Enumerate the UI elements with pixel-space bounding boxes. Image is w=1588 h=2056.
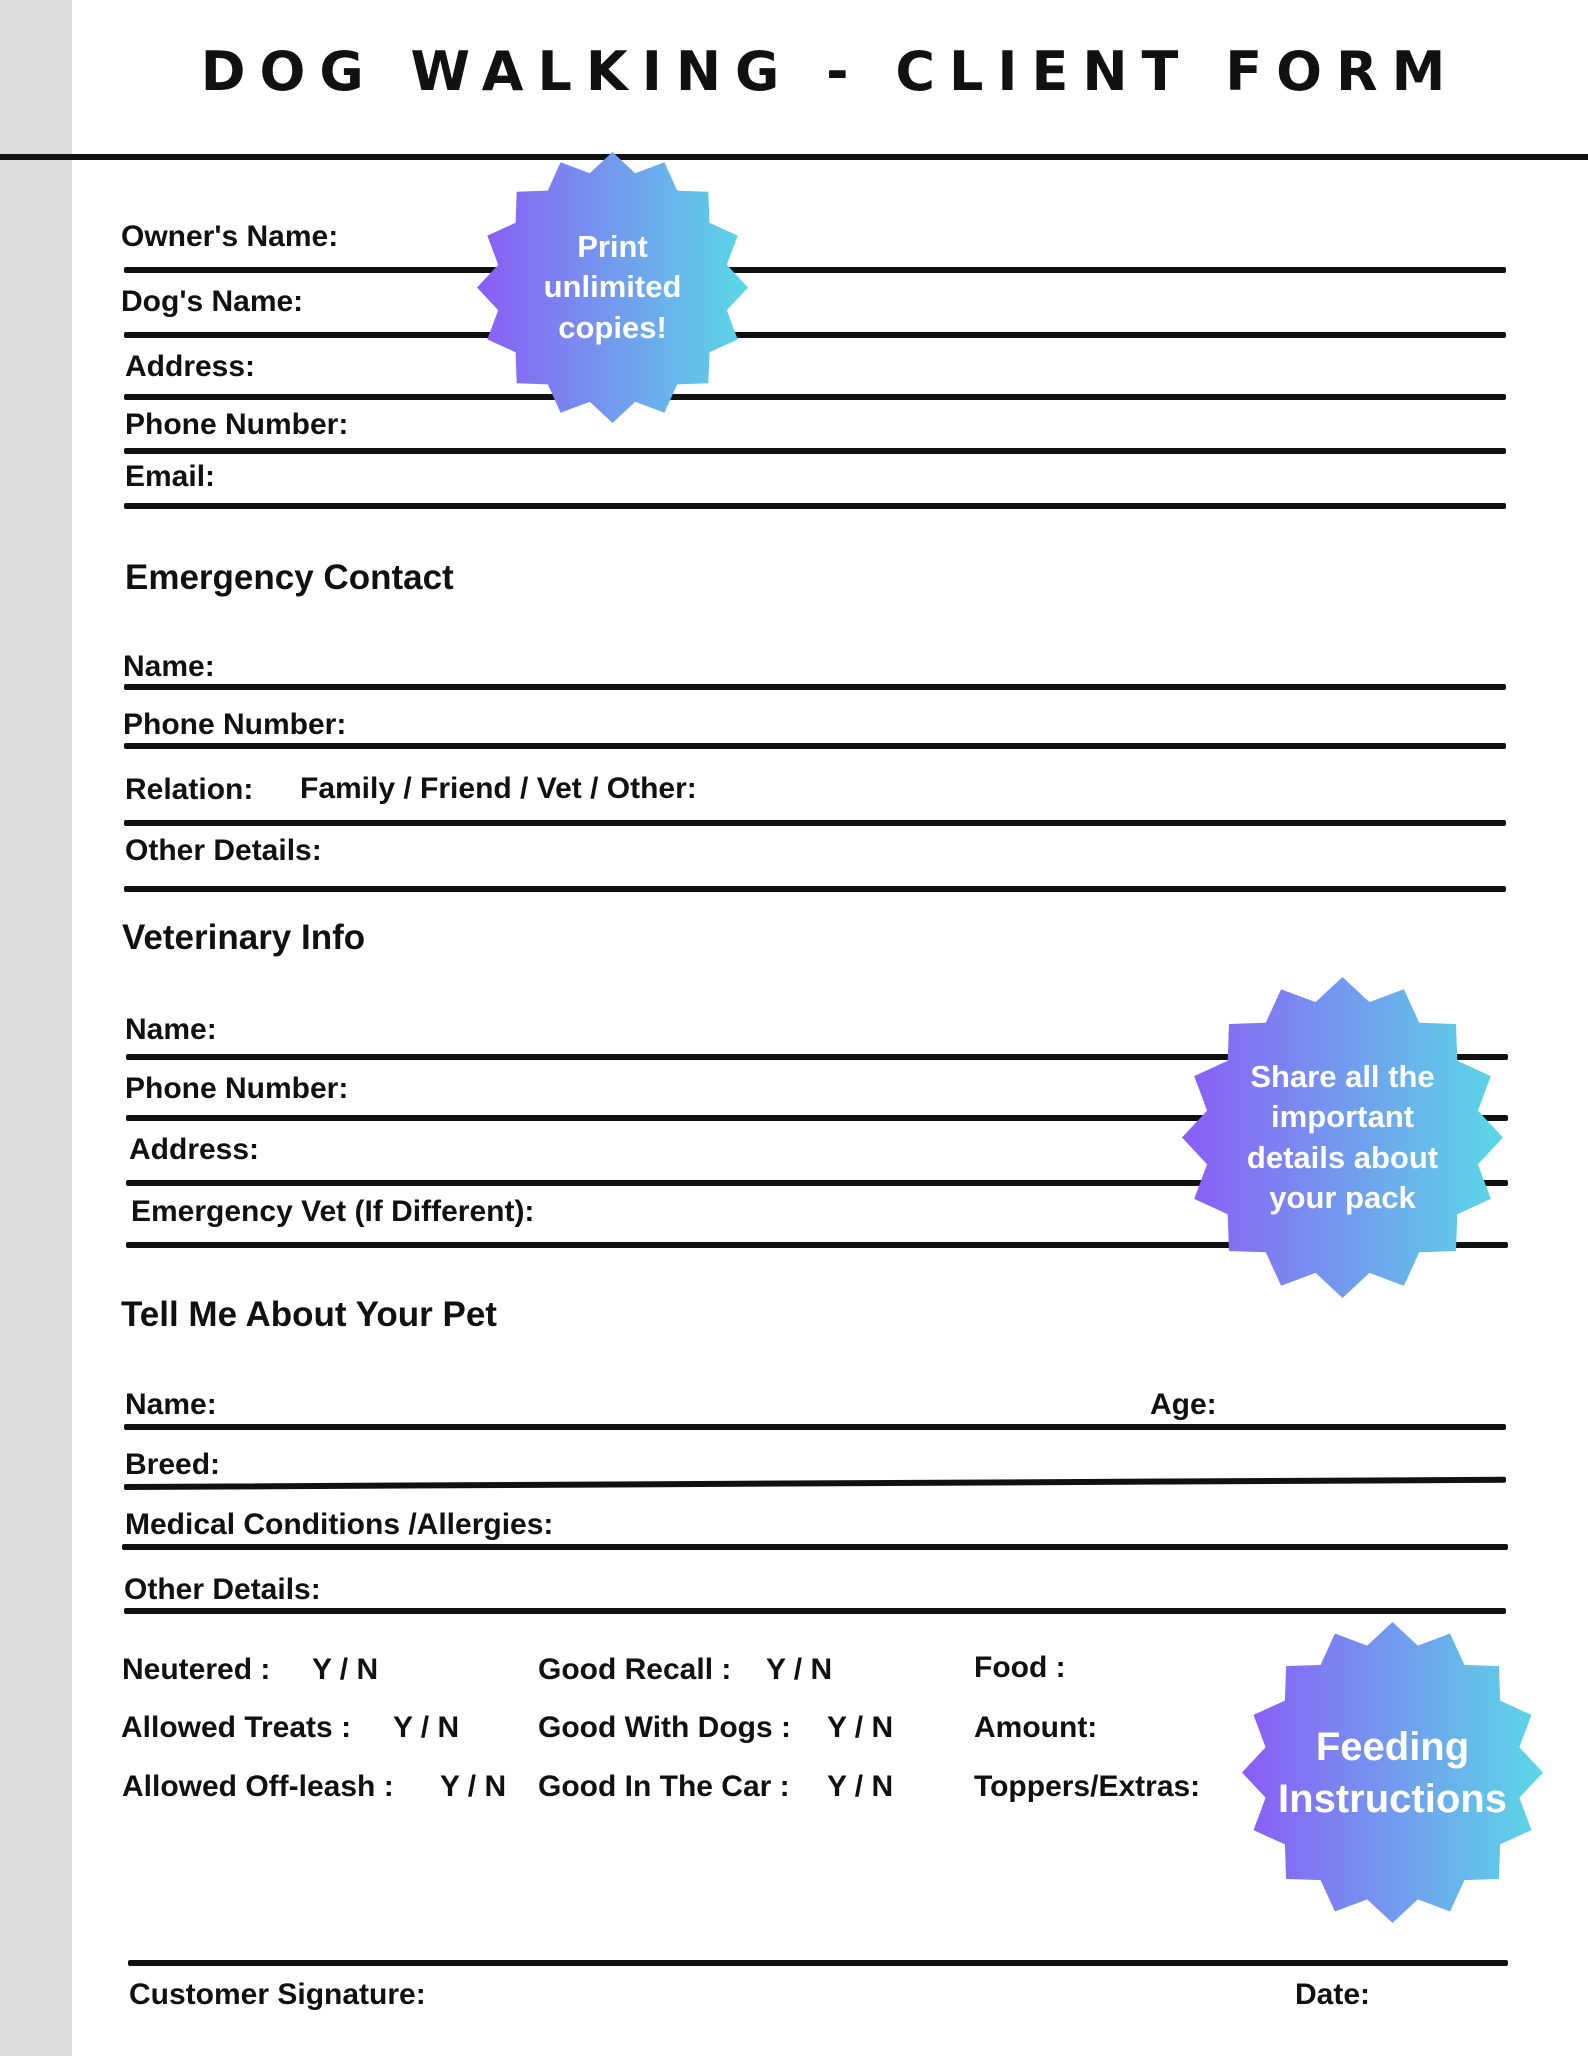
owner-name-label: Owner's Name: (121, 220, 339, 253)
good-in-car-yn[interactable]: Y / N (827, 1770, 894, 1803)
emergency-phone-label: Phone Number: (123, 708, 347, 741)
owner-phone-label: Phone Number: (125, 408, 349, 441)
share-details-badge (1180, 975, 1505, 1300)
allowed-offleash-yn[interactable]: Y / N (440, 1770, 507, 1803)
owner-email-line[interactable] (124, 503, 1506, 509)
good-with-dogs-yn[interactable]: Y / N (827, 1711, 894, 1744)
emergency-other-label: Other Details: (125, 834, 322, 867)
emergency-phone-line[interactable] (124, 743, 1506, 749)
breed-line[interactable] (124, 1477, 1506, 1490)
pet-age-label: Age: (1150, 1388, 1217, 1421)
vet-name-label: Name: (125, 1013, 217, 1046)
share-details-text: Share all the important details about your pack (1246, 1058, 1439, 1215)
owner-email-label: Email: (125, 460, 216, 493)
toppers-extras-label: Toppers/Extras: (974, 1770, 1201, 1803)
amount-label: Amount: (974, 1711, 1098, 1744)
neutered-yn[interactable]: Y / N (312, 1653, 379, 1686)
good-with-dogs-label: Good With Dogs : (538, 1711, 792, 1744)
print-copies-text: Print unlimited copies! (543, 229, 682, 345)
neutered-label: Neutered : (122, 1653, 271, 1686)
breed-label: Breed: (125, 1448, 221, 1481)
title-divider (0, 154, 1588, 160)
vet-phone-label: Phone Number: (125, 1072, 349, 1105)
signature-line[interactable] (128, 1960, 1508, 1966)
owner-name-line[interactable] (124, 267, 1506, 273)
emergency-name-line[interactable] (124, 684, 1506, 690)
medical-conditions-label: Medical Conditions /Allergies: (125, 1508, 554, 1541)
emergency-contact-heading: Emergency Contact (125, 558, 454, 597)
pet-other-label: Other Details: (124, 1573, 321, 1606)
medical-conditions-line[interactable] (122, 1544, 1508, 1550)
pet-info-heading: Tell Me About Your Pet (121, 1295, 497, 1334)
dog-name-label: Dog's Name: (121, 285, 304, 318)
vet-address-label: Address: (129, 1133, 260, 1166)
owner-address-label: Address: (125, 350, 256, 383)
allowed-treats-label: Allowed Treats : (121, 1711, 352, 1744)
pet-name-label: Name: (125, 1388, 217, 1421)
feeding-instructions-text: Feeding Instructions (1278, 1724, 1507, 1821)
relation-line[interactable] (124, 820, 1506, 826)
left-margin-strip (0, 0, 72, 2056)
relation-label: Relation: (125, 773, 254, 806)
date-label: Date: (1295, 1978, 1371, 2011)
allowed-offleash-label: Allowed Off-leash : (122, 1770, 394, 1803)
food-label: Food : (974, 1651, 1066, 1684)
owner-phone-line[interactable] (124, 448, 1506, 454)
good-recall-yn[interactable]: Y / N (766, 1653, 833, 1686)
emergency-name-label: Name: (123, 650, 215, 683)
print-copies-badge (475, 150, 750, 425)
owner-address-line[interactable] (124, 394, 1506, 400)
feeding-instructions-badge (1240, 1620, 1545, 1925)
allowed-treats-yn[interactable]: Y / N (393, 1711, 460, 1744)
pet-other-line[interactable] (124, 1608, 1506, 1614)
emergency-other-line[interactable] (124, 886, 1506, 892)
customer-signature-label: Customer Signature: (129, 1978, 426, 2011)
good-recall-label: Good Recall : (538, 1653, 732, 1686)
pet-name-line[interactable] (124, 1424, 1506, 1430)
good-in-car-label: Good In The Car : (538, 1770, 790, 1803)
veterinary-info-heading: Veterinary Info (122, 918, 366, 957)
dog-name-line[interactable] (124, 332, 1506, 338)
emergency-vet-label: Emergency Vet (If Different): (131, 1195, 535, 1228)
page-title: DOG WALKING - CLIENT FORM (200, 40, 1460, 103)
relation-options[interactable]: Family / Friend / Vet / Other: (300, 772, 697, 805)
